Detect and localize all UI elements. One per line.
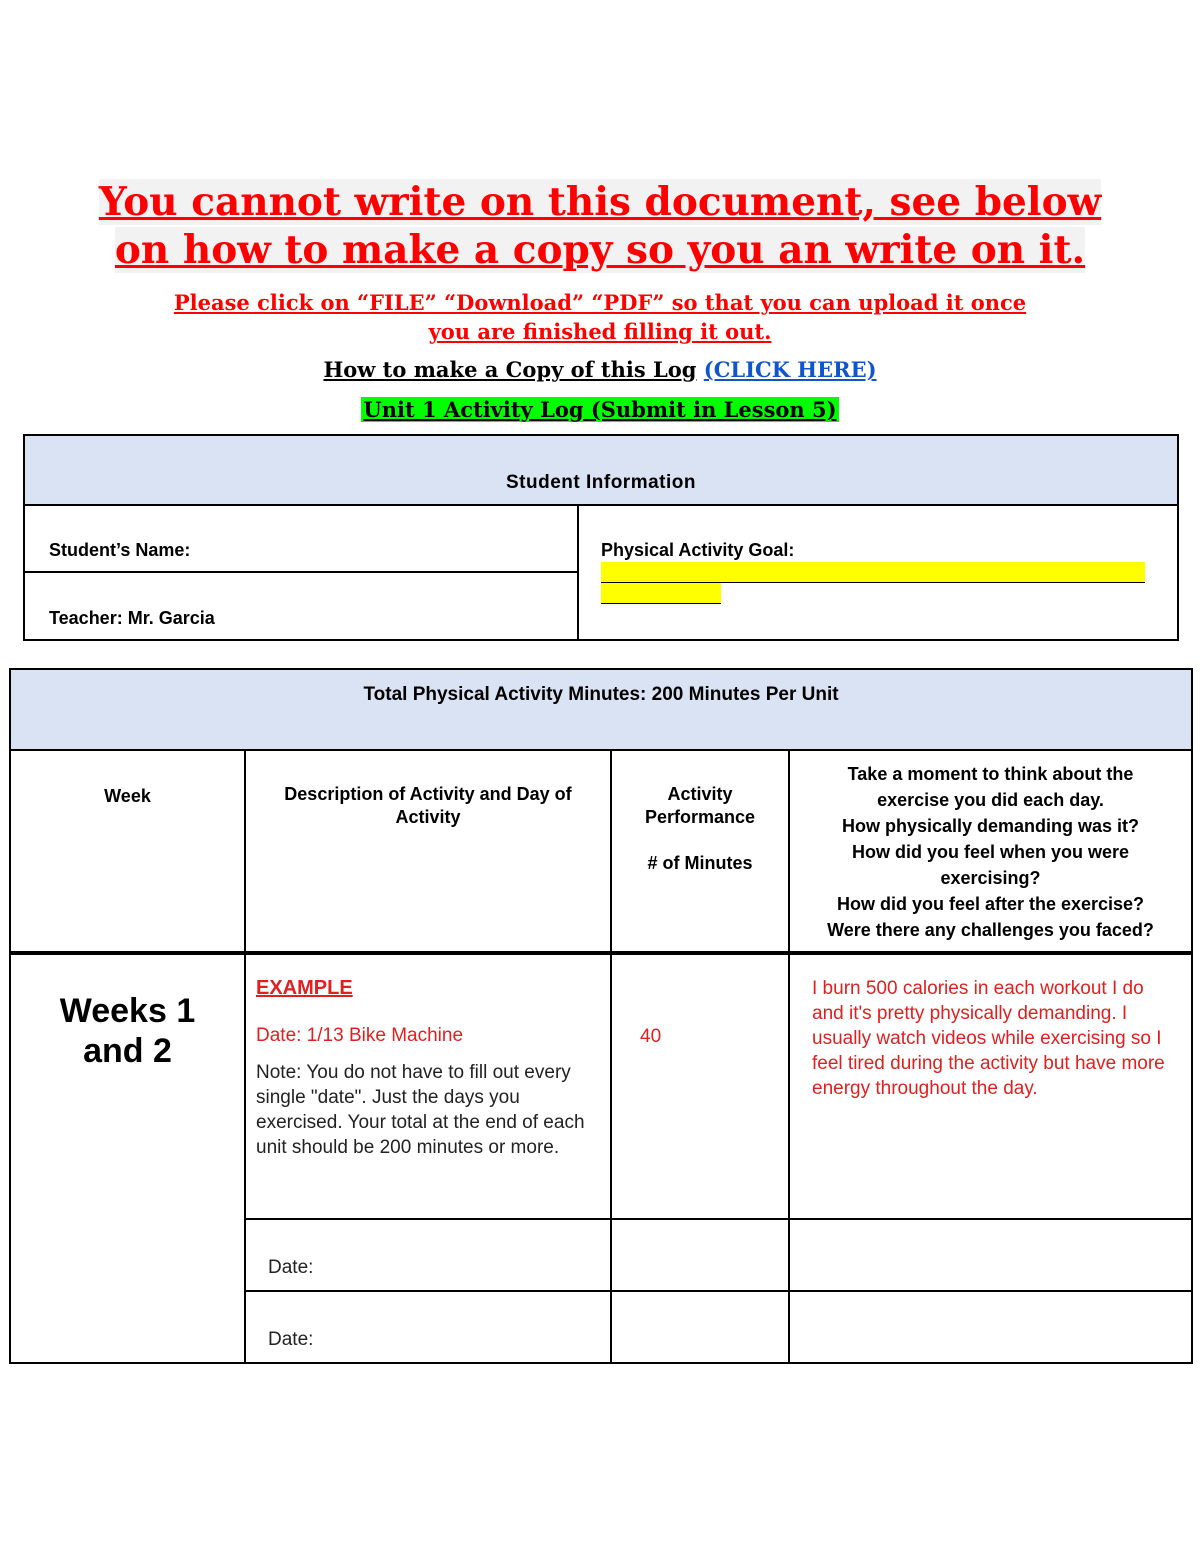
example-date: Date: 1/13 Bike Machine — [256, 1025, 464, 1046]
col-description-label: Description of Activity and Day of Activity — [284, 784, 572, 827]
reflection-q6: How did you feel after the exercise? — [836, 894, 1145, 914]
row3-reflection-cell[interactable] — [789, 1291, 1192, 1363]
total-minutes-text: Total Physical Activity Minutes: 200 Minutes Per Unit — [363, 684, 839, 705]
teacher-cell — [24, 572, 578, 640]
example-minutes: 40 — [640, 1026, 662, 1047]
goal-label: Physical Activity Goal: — [601, 540, 795, 560]
reflection-q5: exercising? — [940, 868, 1041, 888]
student-info-table — [23, 434, 1179, 641]
activity-log-table — [9, 668, 1193, 1364]
row2-reflection-cell[interactable] — [789, 1219, 1192, 1291]
student-info-title: Student Information — [506, 472, 696, 493]
total-minutes-header — [10, 669, 1192, 750]
download-instruction: Please click on “FILE” “Download” “PDF” so that you can upload it once you are finished filling it out. — [173, 290, 1027, 344]
reflection-q3: How physically demanding was it? — [841, 816, 1140, 836]
warning-banner — [0, 178, 1200, 274]
col-performance-header — [611, 750, 789, 953]
example-reflection: I burn 500 calories in each workout I do and it's pretty physically demanding. I usually watch videos while exercising so I feel tired during the activity but have more energy throughout the day. — [812, 978, 1165, 1099]
col-performance-line2: Performance — [644, 807, 756, 827]
student-name-cell[interactable] — [24, 505, 578, 572]
teacher-label: Teacher: Mr. Garcia — [49, 608, 215, 628]
col-week-label: Week — [104, 786, 151, 806]
col-description-header — [245, 750, 611, 953]
copy-instructions — [0, 356, 1200, 384]
week-label-line1: Weeks 1 — [59, 992, 196, 1030]
example-note: Note: You do not have to fill out every single "date". Just the days you exercised. Your total at the end of each unit should be 200 minutes or more. — [256, 1062, 585, 1158]
reflection-q1: Take a moment to think about the — [847, 764, 1134, 784]
reflection-q7: Were there any challenges you faced? — [827, 920, 1154, 940]
col-week-header — [10, 750, 245, 953]
week-label-line2: and 2 — [83, 1032, 172, 1070]
student-name-label: Student’s Name: — [49, 540, 191, 560]
col-performance-line1: Activity — [667, 784, 733, 804]
row2-date-label: Date: — [268, 1257, 314, 1278]
howto-label: How to make a Copy of this Log — [323, 357, 697, 382]
goal-blank-line-2[interactable] — [601, 583, 721, 604]
unit-title — [0, 396, 1200, 424]
reflection-q2: exercise you did each day. — [877, 790, 1104, 810]
col-performance-line3: # of Minutes — [647, 853, 753, 873]
row2-minutes-cell[interactable] — [611, 1219, 789, 1291]
example-minutes-cell — [611, 953, 789, 1219]
click-here-link[interactable]: (CLICK HERE) — [703, 357, 877, 382]
example-label: EXAMPLE — [256, 977, 353, 999]
reflection-q4: How did you feel when you were — [851, 842, 1130, 862]
row3-date-label: Date: — [268, 1329, 314, 1350]
warning-line-1: You cannot write on this document, see below — [98, 179, 1102, 225]
row3-minutes-cell[interactable] — [611, 1291, 789, 1363]
row3-description-cell[interactable] — [245, 1291, 611, 1363]
example-reflection-cell — [789, 953, 1192, 1219]
warning-line-2: on how to make a copy so you an write on it. — [114, 227, 1086, 273]
week-cell — [10, 953, 245, 1363]
student-info-header — [24, 435, 1178, 505]
row2-description-cell[interactable] — [245, 1219, 611, 1291]
goal-blank-line-1[interactable] — [601, 562, 1145, 583]
unit-title-text: Unit 1 Activity Log (Submit in Lesson 5) — [363, 397, 837, 422]
col-reflection-header — [789, 750, 1192, 953]
goal-cell[interactable] — [578, 505, 1178, 640]
example-description-cell — [245, 953, 611, 1219]
